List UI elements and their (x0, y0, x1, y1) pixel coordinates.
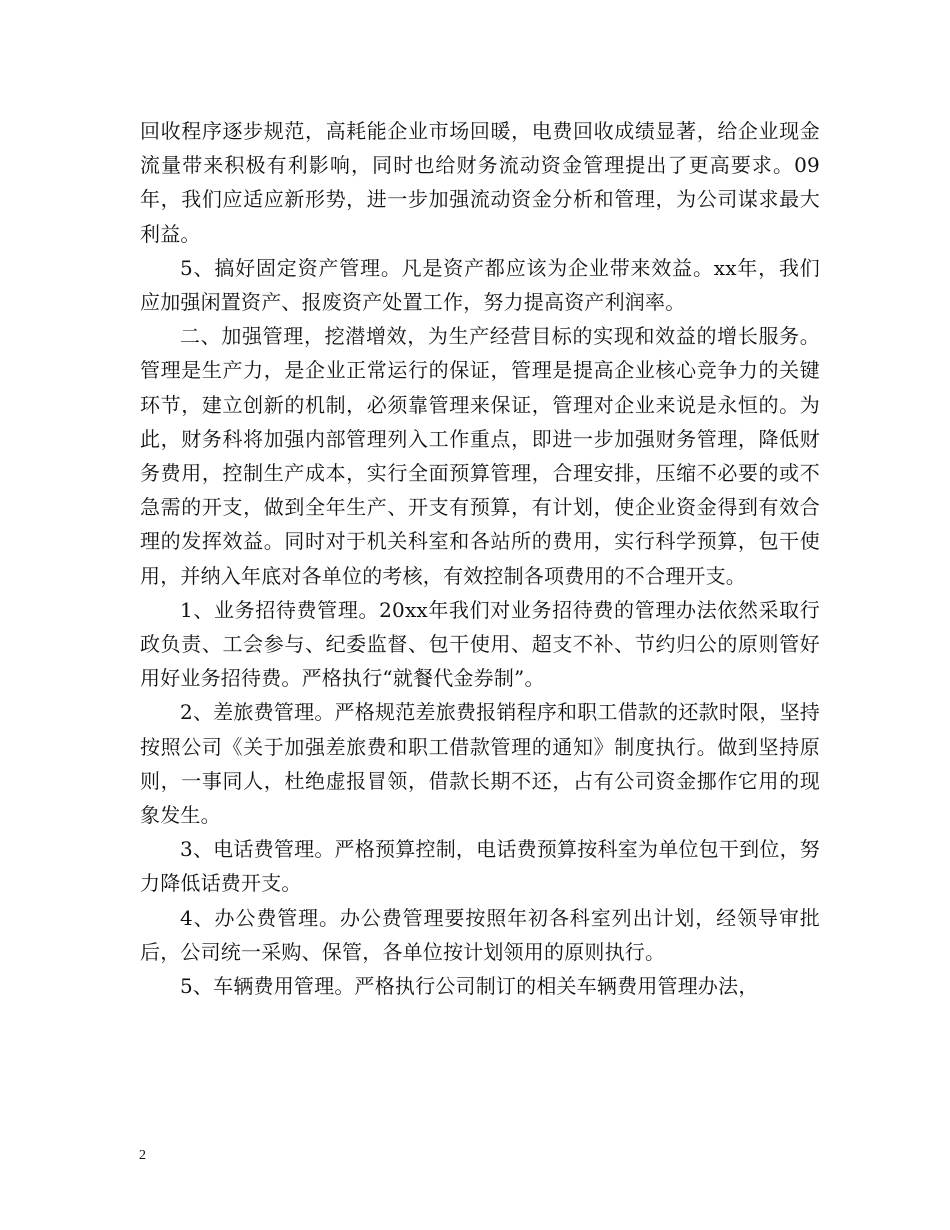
paragraph-4: 1、业务招待费管理。20xx年我们对业务招待费的管理办法依然采取行政负责、工会参与、纪委监督、包干使用、超支不补、节约归公的原则管好用好业务招待费。严格执行“就餐代金券制”。 (140, 597, 820, 691)
page-number: 2 (139, 1148, 146, 1163)
paragraph-2: 5、搞好固定资产管理。凡是资产都应该为企业带来效益。xx年，我们应加强闲置资产、报废资产处置工作，努力提高资产利润率。 (140, 255, 820, 315)
paragraph-5: 2、差旅费管理。严格规范差旅费报销程序和职工借款的还款时限，坚持按照公司《关于加强差旅费和职工借款管理的通知》制度执行。做到坚持原则，一事同人，杜绝虚报冒领，借款长期不还，占有公司资金挪作它用的现象发生。 (140, 700, 820, 828)
paragraph-3: 二、加强管理，挖潜增效，为生产经营目标的实现和效益的增长服务。管理是生产力，是企业正常运行的保证，管理是提高企业核心竞争力的关键环节，建立创新的机制，必须靠管理来保证，管理对企业来说是永恒的。为此，财务科将加强内部管理列入工作重点，即进一步加强财务管理，降低财务费用，控制生产成本，实行全面预算管理，合理安排，压缩不必要的或不急需的开支，做到全年生产、开支有预算，有计划，使企业资金得到有效合理的发挥效益。同时对于机关科室和各站所的费用，实行科学预算，包干使用，并纳入年底对各单位的考核，有效控制各项费用的不合理开支。 (140, 324, 820, 588)
paragraph-7: 4、办公费管理。办公费管理要按照年初各科室列出计划，经领导审批后，公司统一采购、保管，各单位按计划领用的原则执行。 (140, 905, 820, 964)
paragraph-1: 回收程序逐步规范，高耗能企业市场回暖，电费回收成绩显著，给企业现金流量带来积极有利影响，同时也给财务流动资金管理提出了更高要求。09年，我们应适应新形势，进一步加强流动资金分析和管理，为公司谋求最大利益。 (140, 119, 820, 246)
paragraph-6: 3、电话费管理。严格预算控制，电话费预算按科室为单位包干到位，努力降低话费开支。 (140, 837, 820, 896)
document-body (140, 114, 820, 1003)
paragraph-8: 5、车辆费用管理。严格执行公司制订的相关车辆费用管理办法， (180, 974, 759, 999)
